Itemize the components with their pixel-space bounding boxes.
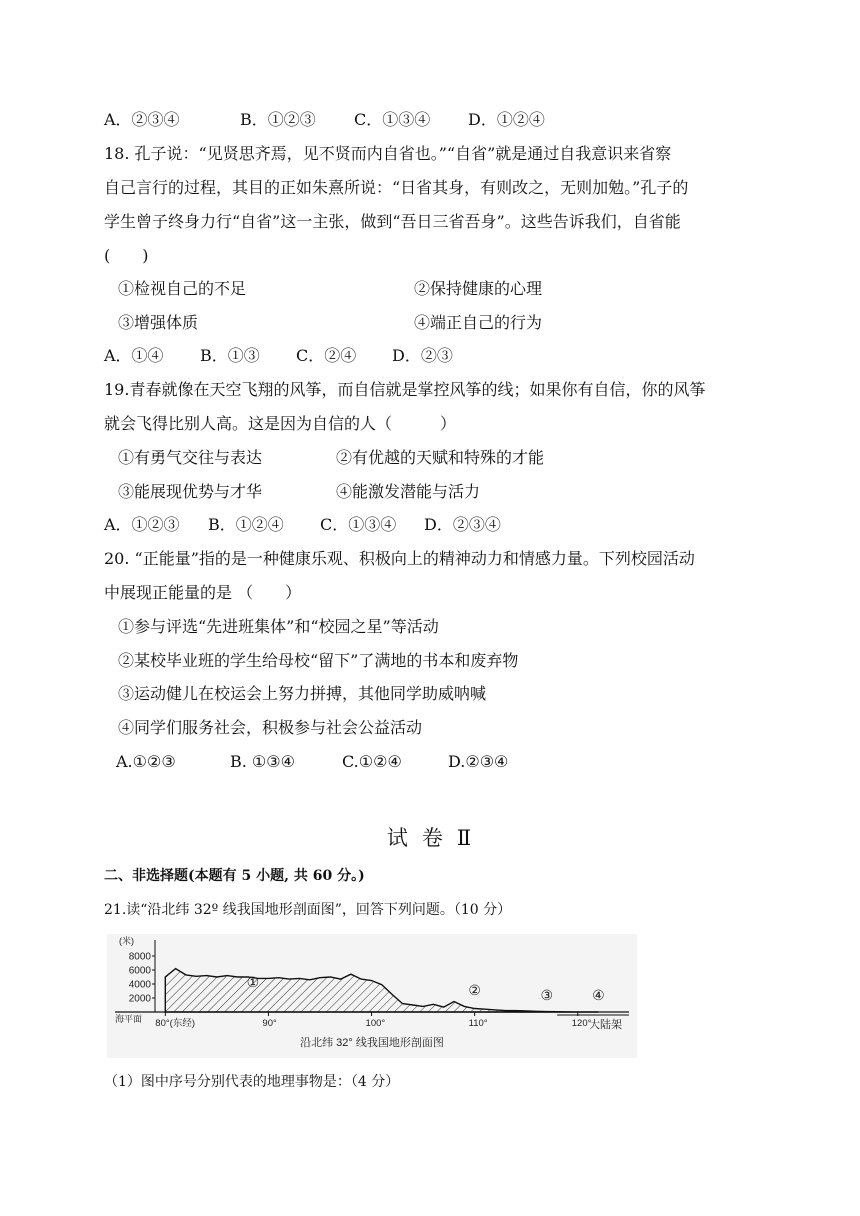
sea-level-label: 海平面	[115, 1014, 143, 1024]
q19-item: ②有优越的天赋和特殊的才能	[336, 448, 545, 467]
q18-option: C．②④	[296, 346, 357, 365]
q19-item: ③能展现优势与才华	[118, 482, 263, 501]
x-tick-label: 80°(东经)	[155, 1018, 196, 1029]
y-tick-label: 4000	[128, 979, 151, 991]
section-heading: 二、非选择题(本题有 5 小题, 共 60 分。)	[104, 868, 365, 884]
q19-option: D．②③④	[424, 515, 501, 534]
q18-text-line: 学生曾子终身力行“自省”这一主张，做到“吾日三省吾身”。这些告诉我们，自省能	[104, 212, 681, 231]
section-title-char: 卷	[421, 826, 445, 850]
q18-text-line: 自己言行的过程，其目的正如朱熹所说：“日省其身，有则改之，无则加勉。”孔子的	[104, 178, 689, 197]
section-title	[0, 822, 860, 852]
q19-item: ④能激发潜能与活力	[336, 482, 481, 501]
chart-caption: 沿北纬 32° 线我国地形剖面图	[300, 1037, 444, 1049]
q19-text-line: 19.青春就像在天空飞翔的风筝，而自信就是掌控风筝的线；如果你有自信，你的风筝	[104, 380, 706, 399]
q17-option: A．②③④	[104, 110, 180, 129]
q18-item: ②保持健康的心理	[414, 279, 543, 298]
q19-text-line: 就会飞得比别人高。这是因为自信的人（ ）	[104, 414, 457, 433]
y-axis-label: (米)	[119, 936, 134, 946]
y-tick-label: 2000	[128, 993, 151, 1005]
q20-option: D.②③④	[448, 752, 509, 771]
region-marker: ①	[246, 974, 260, 990]
q18-text-line: 18. 孔子说：“见贤思齐焉，见不贤而内自省也。”“自省”就是通过自我意识来省察	[104, 144, 672, 163]
q20-options	[116, 750, 508, 774]
q18-item: ①检视自己的不足	[118, 279, 247, 298]
x-tick-label: 90°	[262, 1018, 277, 1029]
q19-item: ①有勇气交往与表达	[118, 448, 263, 467]
q21-subquestion: （1）图中序号分别代表的地理事物是：（4 分）	[104, 1074, 400, 1090]
section-title-char: 试	[386, 826, 410, 850]
q20-item: ③运动健儿在校运会上努力拼搏，其他同学助威呐喊	[118, 684, 487, 703]
q20-item: ④同学们服务社会，积极参与社会公益活动	[118, 718, 423, 737]
q19-options	[104, 513, 501, 537]
region-marker: ②	[468, 982, 481, 998]
x-tick-label: 110°	[468, 1018, 488, 1029]
q18-answer-blank: ( )	[104, 246, 149, 265]
q20-item: ②某校毕业班的学生给母校“留下”了满地的书本和废弃物	[118, 651, 519, 670]
q20-text-line: 20. “正能量”指的是一种健康乐观、积极向上的精神动力和情感力量。下列校园活动	[104, 549, 695, 568]
q17-option: D．①②④	[468, 110, 545, 129]
x-tick-label: 120°	[571, 1018, 592, 1029]
q19-option: A．①②③	[104, 515, 180, 534]
q18-item: ④端正自己的行为	[414, 313, 543, 332]
shelf-label: 大陆架	[589, 1019, 622, 1031]
q21-prompt: 21.读“沿北纬 32º 线我国地形剖面图”，回答下列问题。（10 分）	[104, 902, 512, 918]
q19-option: C．①③④	[320, 515, 397, 534]
q19-option: B．①②④	[208, 515, 284, 534]
q20-item: ①参与评选“先进班集体”和“校园之星”等活动	[118, 617, 439, 636]
q17-options	[104, 108, 545, 132]
q18-option: A．①④	[104, 346, 164, 365]
y-tick-label: 8000	[128, 951, 151, 963]
q17-option: B．①②③	[240, 110, 316, 129]
q18-item: ③增强体质	[118, 313, 199, 332]
q18-option: D．②③	[392, 346, 453, 365]
region-marker: ④	[592, 987, 605, 1003]
section-title-char: Ⅱ	[456, 826, 474, 850]
terrain-profile-chart	[107, 934, 637, 1058]
q17-option: C．①③④	[354, 110, 431, 129]
x-tick-label: 100°	[365, 1018, 386, 1029]
q20-option: A.①②③	[116, 752, 176, 771]
q20-text-line: 中展现正能量的是 （ ）	[104, 583, 302, 602]
q20-option: C.①②④	[342, 752, 402, 771]
q20-option: B. ①③④	[230, 752, 295, 771]
region-marker: ③	[540, 987, 554, 1003]
q18-option: B．①③	[200, 346, 260, 365]
y-tick-label: 6000	[128, 965, 151, 977]
q18-options	[104, 344, 453, 368]
